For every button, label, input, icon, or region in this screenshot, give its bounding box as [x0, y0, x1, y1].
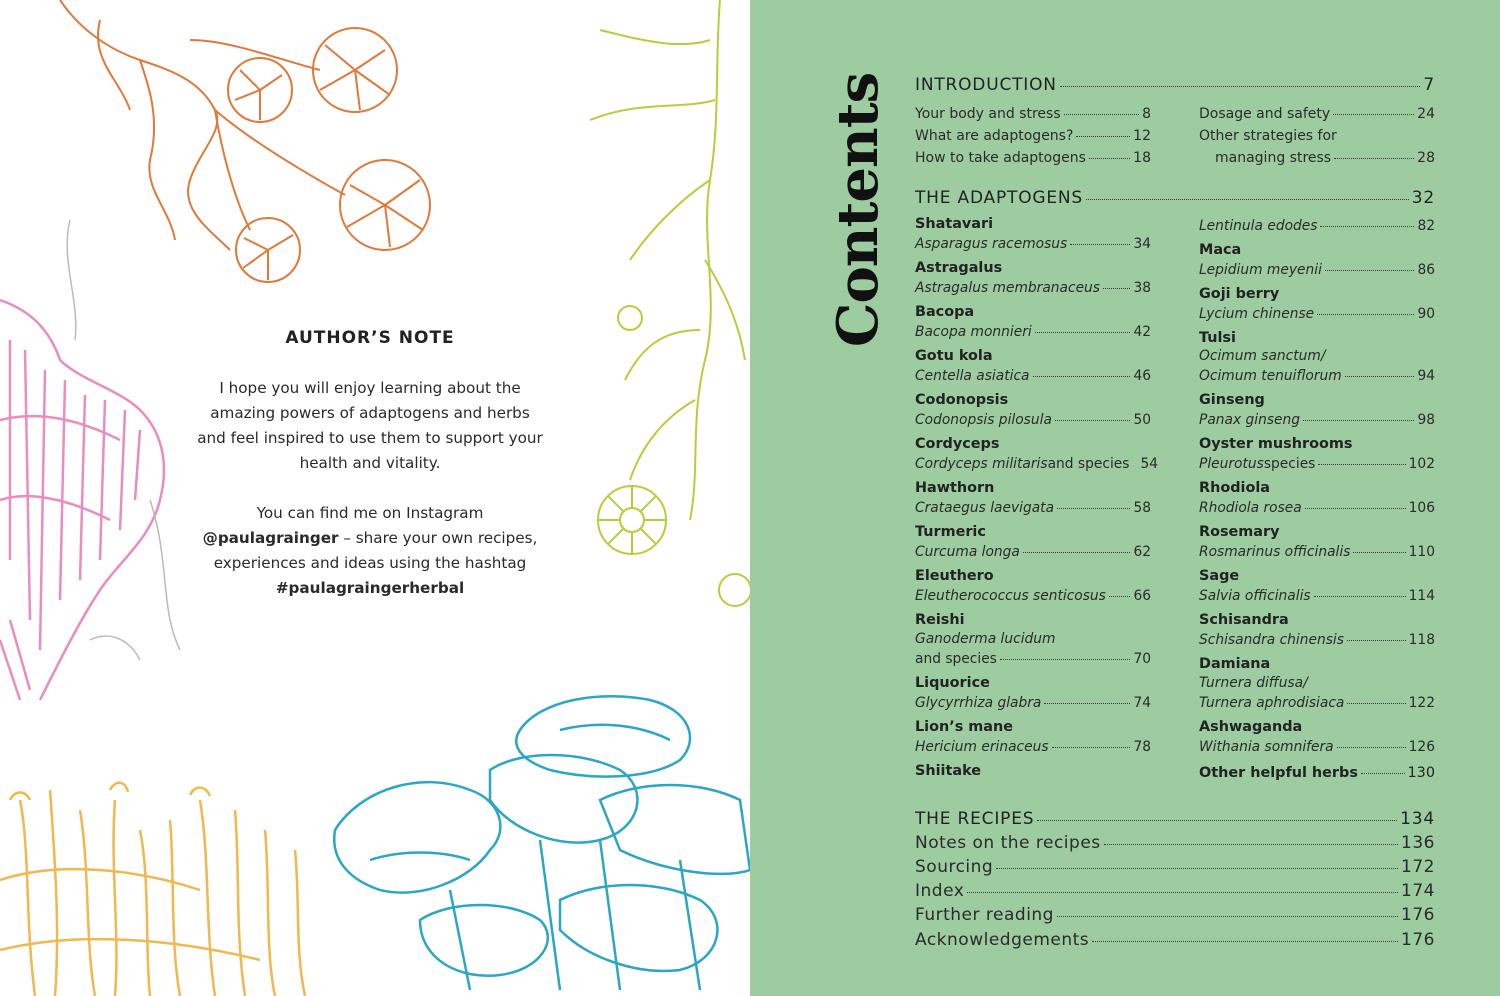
toc-section-recipes[interactable] [915, 809, 1435, 829]
dot-leader [1345, 376, 1415, 377]
toc-section-introduction[interactable] [915, 75, 1435, 95]
toc-page-number: 174 [1401, 881, 1435, 901]
dot-leader [1023, 552, 1131, 553]
toc-page-number: 126 [1408, 739, 1435, 755]
toc-entry[interactable] [1199, 262, 1435, 278]
herb-name: Bacopa [915, 304, 975, 320]
toc-entry[interactable] [915, 236, 1151, 252]
latin-name: Panax ginseng [1199, 412, 1301, 428]
toc-entry[interactable] [1215, 150, 1435, 166]
dot-leader [1347, 640, 1406, 641]
toc-section-label: INTRODUCTION [915, 75, 1057, 95]
dot-leader [1037, 820, 1397, 821]
herb-name: Tulsi [1199, 330, 1236, 346]
toc-entry[interactable] [1199, 695, 1435, 711]
toc-entry[interactable] [1199, 500, 1435, 516]
instagram-handle: @paulagrainger [202, 529, 339, 547]
toc-entry[interactable] [915, 651, 1151, 667]
toc-page-number: 176 [1401, 930, 1435, 950]
latin-name: Curcuma longa [915, 544, 1020, 560]
latin-extra: and species [915, 651, 997, 667]
herb-name: Shiitake [915, 763, 982, 779]
herb-name: Cordyceps [915, 436, 1000, 452]
dot-leader [1337, 747, 1406, 748]
toc-page-number: 90 [1417, 306, 1435, 322]
toc-entry[interactable] [915, 106, 1151, 122]
latin-name: Lentinula edodes [1199, 218, 1318, 234]
dot-leader [1057, 916, 1398, 917]
dot-leader [1361, 773, 1405, 774]
author-note-paragraph-2 [196, 501, 544, 601]
dot-leader [1333, 114, 1414, 115]
toc-entry-label: Notes on the recipes [915, 833, 1101, 853]
latin-name: Hericium erinaceus [915, 739, 1049, 755]
toc-entry[interactable] [1199, 218, 1435, 234]
herb-name: Lion’s mane [915, 719, 1013, 735]
toc-entry-label: Further reading [915, 905, 1054, 925]
toc-page-number: 82 [1417, 218, 1435, 234]
toc-page-number: 110 [1408, 544, 1435, 560]
toc-entry[interactable] [1199, 412, 1435, 428]
toc-page-number: 114 [1408, 588, 1435, 604]
herb-name: Maca [1199, 242, 1242, 258]
toc-section-label: THE RECIPES [915, 809, 1035, 829]
toc-entry-label: Index [915, 881, 965, 901]
latin-name: Eleutherococcus senticosus [915, 588, 1106, 604]
latin-name: Salvia officinalis [1199, 588, 1311, 604]
toc-entry-label: How to take adaptogens [915, 150, 1086, 166]
latin-name: Schisandra chinensis [1199, 632, 1344, 648]
contents-title-text: Contents [825, 72, 891, 348]
dot-leader [1318, 464, 1405, 465]
herb-name: Rhodiola [1199, 480, 1270, 496]
toc-entry[interactable] [1199, 368, 1435, 384]
toc-page-number: 86 [1417, 262, 1435, 278]
toc-entry[interactable] [915, 280, 1151, 296]
dot-leader [1314, 596, 1406, 597]
toc-page-number: 98 [1417, 412, 1435, 428]
toc-page-number: 58 [1133, 500, 1151, 516]
latin-name: Ganoderma lucidum [915, 631, 1056, 647]
toc-entry[interactable] [1199, 306, 1435, 322]
instagram-middle: – share your own recipes, experiences and ideas using the hashtag [213, 529, 538, 572]
toc-page-number: 38 [1133, 280, 1151, 296]
latin-extra: and species [1047, 456, 1130, 472]
toc-entry-label: What are adaptogens? [915, 128, 1074, 144]
toc-section-adaptogens[interactable] [915, 188, 1435, 208]
herb-name: Gotu kola [915, 348, 993, 364]
toc-page-number: 50 [1133, 412, 1151, 428]
toc-entry[interactable] [915, 695, 1151, 711]
dot-leader [1092, 941, 1398, 942]
herb-name: Sage [1199, 568, 1240, 584]
toc-page-number: 24 [1417, 106, 1435, 122]
blue-oyster-mushroom-illustration [334, 696, 750, 990]
dot-leader [1325, 270, 1415, 271]
dot-leader [967, 892, 1398, 893]
herb-name: Astragalus [915, 260, 1003, 276]
dot-leader [1076, 136, 1130, 137]
dot-leader [1320, 226, 1414, 227]
dot-leader [1334, 158, 1414, 159]
latin-name: Astragalus membranaceus [915, 280, 1100, 296]
pink-mushroom-illustration [0, 300, 164, 700]
toc-entry[interactable] [915, 905, 1435, 925]
toc-entry[interactable] [915, 544, 1151, 560]
toc-page-number: 12 [1133, 128, 1151, 144]
latin-name: Rhodiola rosea [1199, 500, 1302, 516]
toc-page-number: 7 [1423, 75, 1435, 95]
toc-page-number: 122 [1408, 695, 1435, 711]
green-herb-illustration [590, 0, 750, 606]
toc-page-number: 94 [1417, 368, 1435, 384]
herb-name: Hawthorn [915, 480, 995, 496]
herb-name: Goji berry [1199, 286, 1280, 302]
herb-name: Ashwaganda [1199, 719, 1303, 735]
toc-entry[interactable] [915, 833, 1435, 853]
herb-name: Other helpful herbs [1199, 765, 1358, 781]
contents-title [818, 60, 898, 360]
toc-entry[interactable] [915, 456, 1158, 472]
toc-entry-label: Sourcing [915, 857, 994, 877]
toc-page-number: 18 [1133, 150, 1151, 166]
toc-entry-label: Dosage and safety [1199, 106, 1331, 122]
toc-entry[interactable] [915, 739, 1151, 755]
toc-entry-label: Other strategies for [1199, 128, 1337, 144]
dot-leader [1035, 332, 1131, 333]
dot-leader [1064, 114, 1139, 115]
toc-entry[interactable] [1199, 739, 1435, 755]
herb-name: Rosemary [1199, 524, 1280, 540]
toc-entry[interactable] [1199, 128, 1337, 144]
toc-page-number: 74 [1133, 695, 1151, 711]
toc-entry[interactable] [915, 150, 1151, 166]
toc-page-number: 32 [1411, 188, 1435, 208]
toc-entry[interactable] [915, 857, 1435, 877]
toc-entry[interactable] [915, 930, 1435, 950]
toc-page-number: 62 [1133, 544, 1151, 560]
herb-name: Turmeric [915, 524, 986, 540]
toc-page-number: 136 [1401, 833, 1435, 853]
dot-leader [1104, 844, 1398, 845]
dot-leader [1086, 199, 1409, 200]
toc-page-number: 66 [1133, 588, 1151, 604]
author-note [196, 328, 544, 626]
latin-name: Rosmarinus officinalis [1199, 544, 1351, 560]
toc-page-number: 176 [1401, 905, 1435, 925]
dot-leader [1055, 420, 1131, 421]
toc-page-number: 42 [1133, 324, 1151, 340]
herb-name: Shatavari [915, 216, 994, 232]
toc-entry[interactable] [915, 412, 1151, 428]
latin-name: Centella asiatica [915, 368, 1030, 384]
toc-page-number: 118 [1408, 632, 1435, 648]
dot-leader [1317, 314, 1414, 315]
latin-name: Crataegus laevigata [915, 500, 1055, 516]
dot-leader [1000, 659, 1131, 660]
dot-leader [1353, 552, 1405, 553]
yellow-cordyceps-illustration [0, 783, 305, 996]
toc-page-number: 54 [1140, 456, 1158, 472]
toc-entry-label: Your body and stress [915, 106, 1061, 122]
author-note-paragraph-1: I hope you will enjoy learning about the amazing powers of adaptogens and herbs and feel inspired to use them to support your health and vitality. [197, 379, 543, 472]
dot-leader [1060, 86, 1421, 87]
toc-page-number: 78 [1133, 739, 1151, 755]
herb-name: Oyster mushrooms [1199, 436, 1353, 452]
herb-name: Ginseng [1199, 392, 1265, 408]
latin-name: Cordyceps militaris [915, 456, 1048, 472]
latin-name: Turnera aphrodisiaca [1199, 695, 1345, 711]
toc-entry[interactable] [915, 881, 1435, 901]
toc-page-number: 172 [1401, 857, 1435, 877]
author-note-title: AUTHOR’S NOTE [285, 328, 455, 348]
dot-leader [1070, 244, 1130, 245]
toc-entry[interactable] [1199, 588, 1435, 604]
toc-entry[interactable] [915, 324, 1151, 340]
toc-entry-label: Acknowledgements [915, 930, 1090, 950]
dot-leader [1089, 158, 1130, 159]
latin-name: Ocimum sanctum/ [1199, 348, 1326, 364]
herb-name: Schisandra [1199, 612, 1289, 628]
dot-leader [996, 868, 1398, 869]
toc-entry[interactable] [1199, 632, 1435, 648]
toc-entry[interactable] [915, 588, 1151, 604]
toc-entry[interactable] [1199, 765, 1435, 781]
latin-name: Bacopa monnieri [915, 324, 1032, 340]
toc-page-number: 34 [1133, 236, 1151, 252]
dot-leader [1109, 596, 1131, 597]
toc-page-number: 106 [1408, 500, 1435, 516]
dot-leader [1303, 420, 1414, 421]
herb-name: Damiana [1199, 656, 1271, 672]
dot-leader [1305, 508, 1406, 509]
dot-leader [1347, 703, 1405, 704]
toc-page-number: 130 [1407, 765, 1435, 781]
dot-leader [1033, 376, 1131, 377]
latin-name: Codonopsis pilosula [915, 412, 1052, 428]
dot-leader [1052, 747, 1131, 748]
dot-leader [1057, 508, 1130, 509]
toc-section-label: THE ADAPTOGENS [915, 188, 1084, 208]
toc-page-number: 134 [1400, 809, 1435, 829]
toc-page-number: 46 [1133, 368, 1151, 384]
toc-entry[interactable] [915, 128, 1151, 144]
latin-extra: species [1263, 456, 1316, 472]
latin-name: Ocimum tenuiflorum [1199, 368, 1342, 384]
instagram-intro: You can find me on Instagram [256, 504, 484, 522]
herb-name: Liquorice [915, 675, 990, 691]
dot-leader [1044, 703, 1130, 704]
latin-name: Turnera diffusa/ [1199, 675, 1308, 691]
latin-name: Lycium chinense [1199, 306, 1315, 322]
toc-entry[interactable] [915, 368, 1151, 384]
toc-entry[interactable] [915, 500, 1151, 516]
toc-page-number: 102 [1408, 456, 1435, 472]
herb-name: Eleuthero [915, 568, 994, 584]
toc-entry[interactable] [1199, 544, 1435, 560]
latin-name: Lepidium meyenii [1199, 262, 1322, 278]
toc-page-number: 70 [1133, 651, 1151, 667]
latin-name: Withania somnifera [1199, 739, 1334, 755]
toc-page-number: 8 [1142, 106, 1151, 122]
herb-name: Reishi [915, 612, 965, 628]
toc-entry[interactable] [1199, 456, 1435, 472]
toc-entry-label: managing stress [1215, 150, 1332, 166]
herb-name: Codonopsis [915, 392, 1009, 408]
dot-leader [1103, 288, 1130, 289]
hashtag: #paulagraingerherbal [275, 579, 465, 597]
latin-name: Glycyrrhiza glabra [915, 695, 1042, 711]
toc-page-number: 28 [1417, 150, 1435, 166]
latin-name: Asparagus racemosus [915, 236, 1068, 252]
latin-name: Pleurotus [1199, 456, 1264, 472]
toc-entry[interactable] [1199, 106, 1435, 122]
orange-nasturtium-illustration [60, 0, 430, 282]
